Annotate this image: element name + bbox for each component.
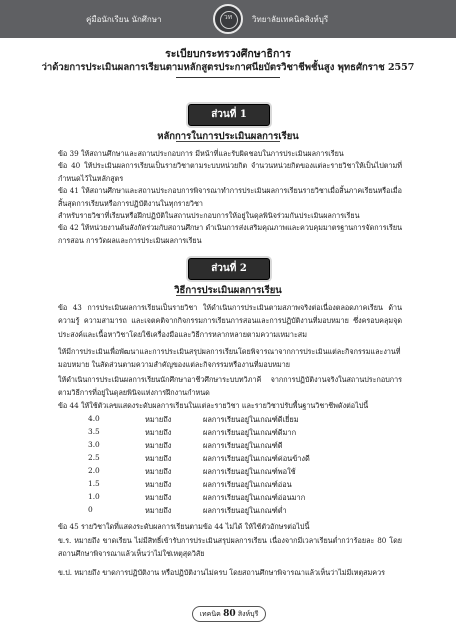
grade-desc: ผลการเรียนอยู่ในเกณฑ์ดีมาก <box>203 428 297 437</box>
doc-title: ระเบียบกระทรวงศึกษาธิการ <box>165 48 291 60</box>
grade-desc: ผลการเรียนอยู่ในเกณฑ์ดีเยี่ยม <box>203 415 299 424</box>
grade-word: หมายถึง <box>145 506 172 515</box>
grade-desc: ผลการเรียนอยู่ในเกณฑ์อ่อน <box>203 480 292 489</box>
grade-word: หมายถึง <box>145 428 172 437</box>
part2-para-2: ให้มีการประเมินเพื่อพัฒนาและการประเมินสรุปผลการเรียนโดยพิจารณาจากการประเมินแต่ละกิจกรรมและงานที่มอบหมาย ในสัดส่วนตามความสำคัญของแต่ละกิจกรรมหรืองานที่มอบหมาย <box>58 347 401 370</box>
grade-row <box>0 466 456 480</box>
grade-value: 1.5 <box>88 479 100 488</box>
grade-word: หมายถึง <box>145 454 172 463</box>
grade-row <box>0 414 456 428</box>
page-suffix: สิงห์บุรี <box>237 610 259 618</box>
grade-value: 3.0 <box>88 440 100 449</box>
page-prefix: เทคนิค <box>199 610 221 618</box>
page-number: 80 <box>223 609 236 619</box>
grade-desc: ผลการเรียนอยู่ในเกณฑ์ต่ำ <box>203 506 287 515</box>
seal-text: วท <box>223 13 233 21</box>
page-number-badge <box>192 606 266 622</box>
part1-para-1: ข้อ 39 ให้สถานศึกษาและสถานประกอบการ มีหน้าที่และรับผิดชอบในการประเมินผลการเรียน <box>58 149 344 158</box>
grade-desc: ผลการเรียนอยู่ในเกณฑ์พอใช้ <box>203 467 296 476</box>
grade-value: 2.0 <box>88 466 100 475</box>
part2-para-3: ให้ดำเนินการประเมินผลการเรียนนักศึกษาอาชีวศึกษาระบบทวิภาคี จากการปฏิบัติงานจริงในสถานประกอบการ ตามวิธีการที่อยู่ในดุลยพินิจแห่งการฝึกงานกำหนด <box>58 375 402 398</box>
part2-after-2: ข.ร. หมายถึง ขาดเรียน ไม่มีสิทธิ์เข้ารับการประเมินสรุปผลการเรียน เนื่องจากมีเวลาเรียนต่ำกว่าร้อยละ 80 โดยสถานศึกษาพิจารณาแล้วเห็นว่าไม่ใช่เหตุสุดวิสัย <box>58 536 402 559</box>
grade-row <box>0 492 456 506</box>
grade-desc: ผลการเรียนอยู่ในเกณฑ์อ่อนมาก <box>203 493 306 502</box>
grade-value: 1.0 <box>88 492 100 501</box>
grade-value: 0 <box>88 505 93 514</box>
grade-row <box>0 427 456 441</box>
header-right-label: วิทยาลัยเทคนิคสิงห์บุรี <box>252 15 329 24</box>
doc-subtitle: ว่าด้วยการประเมินผลการเรียนตามหลักสูตรประกาศนียบัตรวิชาชีพชั้นสูง พุทธศักราช 2557 <box>41 62 415 73</box>
part1-heading-underline <box>176 141 280 142</box>
title-underline <box>176 77 280 78</box>
grade-word: หมายถึง <box>145 493 172 502</box>
header-left-label: คู่มือนักเรียน นักศึกษา <box>86 15 162 24</box>
header-bar <box>0 0 456 38</box>
part2-after-1: ข้อ 45 รายวิชาใดที่แสดงระดับผลการเรียนตามข้อ 44 ไม่ได้ ให้ใช้ตัวอักษรต่อไปนี้ <box>58 522 310 531</box>
grade-desc: ผลการเรียนอยู่ในเกณฑ์ดี <box>203 441 283 450</box>
grade-word: หมายถึง <box>145 415 172 424</box>
grade-row <box>0 505 456 519</box>
part1-para-5: ข้อ 42 ให้หน่วยงานต้นสังกัดร่วมกับสถานศึกษา ดำเนินการส่งเสริมคุณภาพและควบคุมมาตรฐานการจัดการเรียนการสอน การวัดผลและการประเมินผลการเรียน <box>58 223 402 246</box>
part2-para-4: ข้อ 44 ให้ใช้ตัวเลขแสดงระดับผลการเรียนในแต่ละรายวิชา และรายวิชาปรับพื้นฐานวิชาชีพดังต่อไปนี้ <box>58 401 369 410</box>
grade-row <box>0 479 456 493</box>
part1-heading: หลักการในการประเมินผลการเรียน <box>157 131 299 142</box>
part1-para-3: ข้อ 41 ให้สถานศึกษาและสถานประกอบการพิจารณาทำการประเมินผลการเรียนรายวิชาเมื่อสิ้นภาคเรียนหรือเมื่อสิ้นสุดการเรียนหรือการปฏิบัติงานในทุกรายวิชา <box>58 186 402 209</box>
part2-para-1: ข้อ 43 การประเมินผลการเรียนเป็นรายวิชา ให้ดำเนินการประเมินตามสภาพจริงต่อเนื่องตลอดภาคเรียน ด้านความรู้ ความสามารถ และเจตคติจากกิจกรรมการเรียนการสอนและการปฏิบัติงานที่มอบหมาย ซึ่งครอบคลุมจุดประสงค์และเนื้อหาวิชาโดยใช้เครื่องมือและวิธีการหลากหลายตามความเหมาะสม <box>58 303 402 339</box>
grade-value: 2.5 <box>88 453 100 462</box>
part1-badge: ส่วนที่ 1 <box>188 104 270 126</box>
grade-word: หมายถึง <box>145 441 172 450</box>
grade-value: 4.0 <box>88 414 100 423</box>
part2-heading: วิธีการประเมินผลการเรียน <box>174 285 282 296</box>
grade-desc: ผลการเรียนอยู่ในเกณฑ์ค่อนข้างดี <box>203 454 310 463</box>
part2-badge: ส่วนที่ 2 <box>188 258 270 280</box>
part1-para-2: ข้อ 40 ให้ประเมินผลการเรียนเป็นรายวิชาตามระบบหน่วยกิต จำนวนหน่วยกิตของแต่ละรายวิชาให้เป็นไปตามที่กำหนดไว้ในหลักสูตร <box>58 161 402 184</box>
grade-row <box>0 453 456 467</box>
grade-value: 3.5 <box>88 427 100 436</box>
grade-word: หมายถึง <box>145 480 172 489</box>
college-seal-icon <box>213 4 243 34</box>
part1-para-4: สำหรับรายวิชาที่เรียนหรือฝึกปฏิบัติในสถานประกอบการให้อยู่ในดุลพินิจร่วมกันประเมินผลการเรียน <box>58 211 360 220</box>
grade-word: หมายถึง <box>145 467 172 476</box>
grade-row <box>0 440 456 454</box>
part2-heading-underline <box>176 295 280 296</box>
part2-after-3: ข.ป. หมายถึง ขาดการปฏิบัติงาน หรือปฏิบัติงานไม่ครบ โดยสถานศึกษาพิจารณาแล้วเห็นว่าไม่มีเหตุสมควร <box>58 568 385 577</box>
